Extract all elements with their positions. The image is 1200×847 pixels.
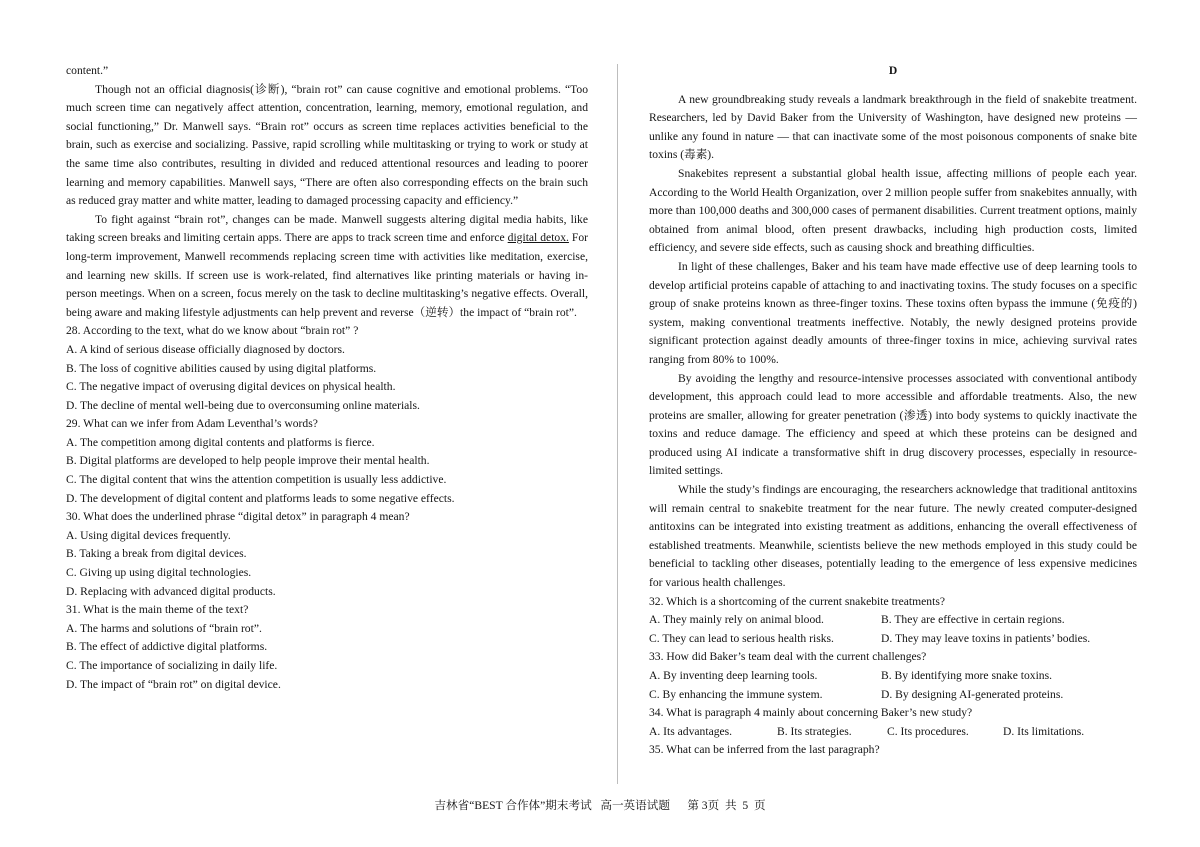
option-row xyxy=(649,630,1137,649)
question-30 xyxy=(66,508,588,601)
page-footer: 吉林省“BEST 合作体”期末考试 高一英语试题 第 3页 共 5 页 xyxy=(434,799,766,812)
option-c: C. The negative impact of overusing digital devices on physical health. xyxy=(66,380,396,394)
option-a: A. A kind of serious disease officially diagnosed by doctors. xyxy=(66,342,345,356)
question-28 xyxy=(66,322,588,415)
option-a: A. The competition among digital contents and platforms is fierce. xyxy=(66,435,375,449)
question-stem: 34. What is paragraph 4 mainly about concerning Baker’s new study? xyxy=(649,706,973,720)
question-33 xyxy=(649,648,1137,704)
option-b: B. Digital platforms are developed to help people improve their mental health. xyxy=(66,454,430,468)
option-row xyxy=(649,723,1137,742)
option-d: D. The decline of mental well-being due to overconsuming online materials. xyxy=(66,398,420,412)
option-c: C. Its procedures. xyxy=(887,724,969,738)
option-b: B. They are effective in certain regions. xyxy=(881,613,1065,627)
question-stem: 32. Which is a shortcoming of the current snakebite treatments? xyxy=(649,594,945,608)
option-d: D. The development of digital content and platforms leads to some negative effects. xyxy=(66,491,455,505)
option-b: B. By identifying more snake toxins. xyxy=(881,669,1052,682)
right-column xyxy=(649,62,1137,760)
question-stem: 30. What does the underlined phrase “digital detox” in paragraph 4 mean? xyxy=(66,510,410,524)
option-c: C. Giving up using digital technologies. xyxy=(66,566,252,580)
option-a: A. By inventing deep learning tools. xyxy=(649,669,818,682)
option-d: D. Its limitations. xyxy=(1003,724,1085,738)
continued-text: content.” xyxy=(66,64,109,77)
option-a: A. They mainly rely on animal blood. xyxy=(649,613,824,627)
question-stem: 35. What can be inferred from the last paragraph? xyxy=(649,743,880,757)
question-stem: 31. What is the main theme of the text? xyxy=(66,603,249,617)
section-heading: D xyxy=(888,64,898,77)
option-d: D. Replacing with advanced digital products. xyxy=(66,584,276,598)
question-stem: 29. What can we infer from Adam Leventhal’s words? xyxy=(66,417,318,431)
option-a: A. Using digital devices frequently. xyxy=(66,528,231,542)
option-b: B. The effect of addictive digital platforms. xyxy=(66,640,268,654)
question-34 xyxy=(649,704,1137,741)
left-paragraph-1: Though not an official diagnosis(诊断), “brain rot” can cause cognitive and emotional problems. “Too much screen time can negatively affect attention, concentration, learning, memory, emotional regulation, and social functioning,” Dr. Manwell says. “Brain rot” occurs as screen time replaces activities beneficial to the brain, such as exercise and socializing. Passive, rapid scrolling while multitasking or trying to work or study at the same time also contributes, resulting in divided and reduced attentional resources and leading to poorer learning and memory capabilities. Manwell says, “There are often also corresponding effects on the brain such as reduced gray matter and white matter, leading to damaged processing capacity and efficiency.” xyxy=(66,82,588,208)
column-divider xyxy=(617,64,618,784)
left-paragraph-2-part-1: To fight against “brain rot”, changes can be made. Manwell suggests altering digital media habits, like taking screen breaks and limiting certain apps. There are apps to track screen time and enforce xyxy=(66,212,588,245)
option-row xyxy=(649,686,1137,705)
option-c: C. The importance of socializing in daily life. xyxy=(66,659,278,672)
option-b: B. Taking a break from digital devices. xyxy=(66,547,247,561)
underlined-phrase: digital detox. xyxy=(507,231,569,245)
option-row xyxy=(649,667,1137,686)
question-32 xyxy=(649,593,1137,649)
left-column xyxy=(66,62,588,694)
right-paragraph-2: Snakebites represent a substantial global health issue, affecting millions of people each year. According to the World Health Organization, over 2 million people suffer from snakebites annually, with more than 100,000 deaths and 300,000 cases of permanent disabilities. Current treatment options, mainly obtained from animal blood, often present drawbacks, including high production costs, limited efficiency, and severe side effects, such as causing shock and breathing difficulties. xyxy=(649,166,1137,255)
option-c: C. The digital content that wins the attention competition is usually less addictive. xyxy=(66,473,447,487)
question-29 xyxy=(66,415,588,508)
right-paragraph-4: By avoiding the lengthy and resource-intensive processes associated with conventional antibody development, this approach could lead to more accessible and affordable treatments. Also, the new proteins are smaller, allowing for greater penetration (渗透) into body systems to quickly inactivate the toxins and reduce damage. The efficiency and speed at which these proteins can be designed and produced using AI indicate a transformative shift in drug discovery processes, especially in resource-limited settings. xyxy=(649,371,1137,478)
option-d: D. They may leave toxins in patients’ bodies. xyxy=(881,631,1091,645)
option-d: D. The impact of “brain rot” on digital device. xyxy=(66,677,281,691)
option-c: C. They can lead to serious health risks. xyxy=(649,631,834,645)
question-stem: 28. According to the text, what do we know about “brain rot” ? xyxy=(66,324,359,338)
question-stem: 33. How did Baker’s team deal with the current challenges? xyxy=(649,650,927,664)
option-c: C. By enhancing the immune system. xyxy=(649,687,823,701)
left-paragraph-2-part-2: For long-term improvement, Manwell recommends replacing screen time with activities like meditation, exercise, and learning new skills. If screen use is work-related, find alternatives like printing materials or having in-person meetings. When on a screen, focus merely on the task to decline multitasking’s negative effects. Overall, being aware and making lifestyle adjustments can help prevent and reverse（逆转）the impact of “brain rot”. xyxy=(66,231,588,319)
right-paragraph-3: In light of these challenges, Baker and his team have made effective use of deep learning tools to develop artificial proteins capable of attaching to and inactivating toxins. The study focuses on a specific group of snake proteins known as three-finger toxins. These toxins often bypass the immune (免疫的) system, making conventional treatments ineffective. Notably, the newly designed proteins provide significant protection against deadly amounts of three-finger toxins in mice, achieving survival rates ranging from 80% to 100%. xyxy=(649,259,1137,366)
option-row xyxy=(649,611,1137,630)
question-31 xyxy=(66,601,588,694)
option-b: B. The loss of cognitive abilities caused by using digital platforms. xyxy=(66,361,377,375)
option-d: D. By designing AI-generated proteins. xyxy=(881,687,1064,701)
option-b: B. Its strategies. xyxy=(777,724,852,738)
option-a: A. Its advantages. xyxy=(649,724,733,738)
right-paragraph-5: While the study’s findings are encouraging, the researchers acknowledge that traditional antitoxins will remain central to snakebite treatment for the near future. The newly created computer-designed antitoxins can be integrated into existing treatment as additions, enhancing the overall effectiveness of established treatments. Meanwhile, scientists believe the new methods employed in this study could be beneficial to tackling other diseases, potentially leading to the emergence of less expensive medicines for various health challenges. xyxy=(649,483,1137,590)
question-35 xyxy=(649,741,1137,760)
left-paragraph-2 xyxy=(66,211,588,323)
right-paragraph-1: A new groundbreaking study reveals a landmark breakthrough in the field of snakebite treatment. Researchers, led by David Baker from the University of Washington, have designed new proteins — unlike any found in nature — that can inactivate some of the most poisonous components of snake bite toxins (毒素). xyxy=(649,92,1137,162)
option-a: A. The harms and solutions of “brain rot”. xyxy=(66,621,262,635)
